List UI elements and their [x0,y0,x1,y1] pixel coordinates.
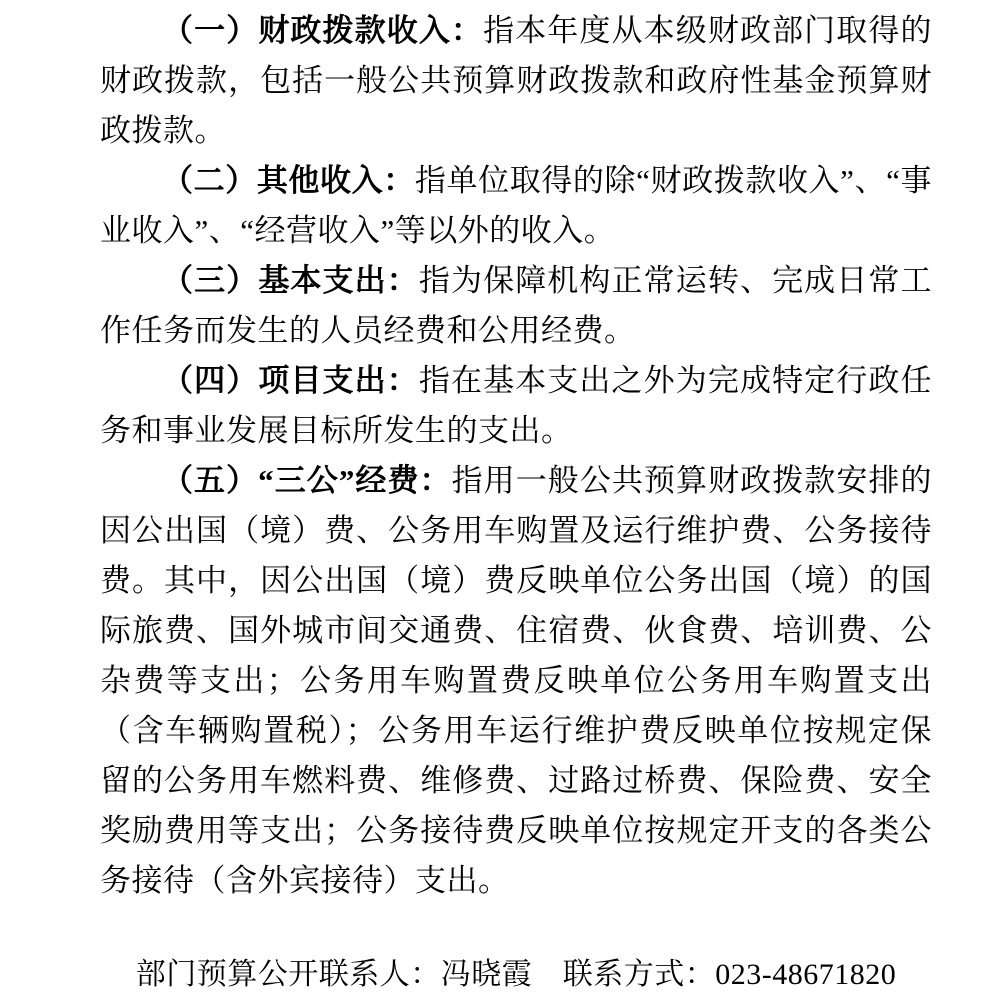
term-label: （三）基本支出： [162,263,419,298]
contact-line: 部门预算公开联系人：冯晓霞 联系方式：023-48671820 [135,958,897,991]
definition-paragraph-other-income [100,156,932,256]
term-definition: 指用一般公共预算财政拨款安排的因公出国（境）费、公务用车购置及运行维护费、公务接待费。其中，因公出国（境）费反映单位公务出国（境）的国际旅费、国外城市间交通费、住宿费、伙食费、培训费、公杂费等支出；公务用车购置费反映单位公务用车购置支出（含车辆购置税）；公务用车运行维护费反映单位按规定保留的公务用车燃料费、维修费、过路过桥费、保险费、安全奖励费用等支出；公务接待费反映单位按规定开支的各类公务接待（含外宾接待）支出。 [100,463,932,898]
term-label: （二）其他收入： [162,163,415,198]
term-label: （五）“三公”经费： [162,463,452,498]
term-definition: 指单位取得的除“财政拨款收入”、“事业收入”、“经营收入”等以外的收入。 [100,163,932,248]
term-label: （一）财政拨款收入： [162,13,484,48]
definition-paragraph-three-public-funds [100,456,932,906]
definition-paragraph-basic-expenditure [100,256,932,356]
term-definition: 指在基本支出之外为完成特定行政任务和事业发展目标所发生的支出。 [100,363,933,448]
term-definition: 指本年度从本级财政部门取得的财政拨款，包括一般公共预算财政拨款和政府性基金预算财政拨款。 [100,13,933,148]
definition-paragraph-fiscal-appropriation-income [100,6,932,156]
definition-paragraph-project-expenditure [100,356,932,456]
term-definition: 指为保障机构正常运转、完成日常工作任务而发生的人员经费和公用经费。 [100,263,933,348]
term-label: （四）项目支出： [162,363,419,398]
